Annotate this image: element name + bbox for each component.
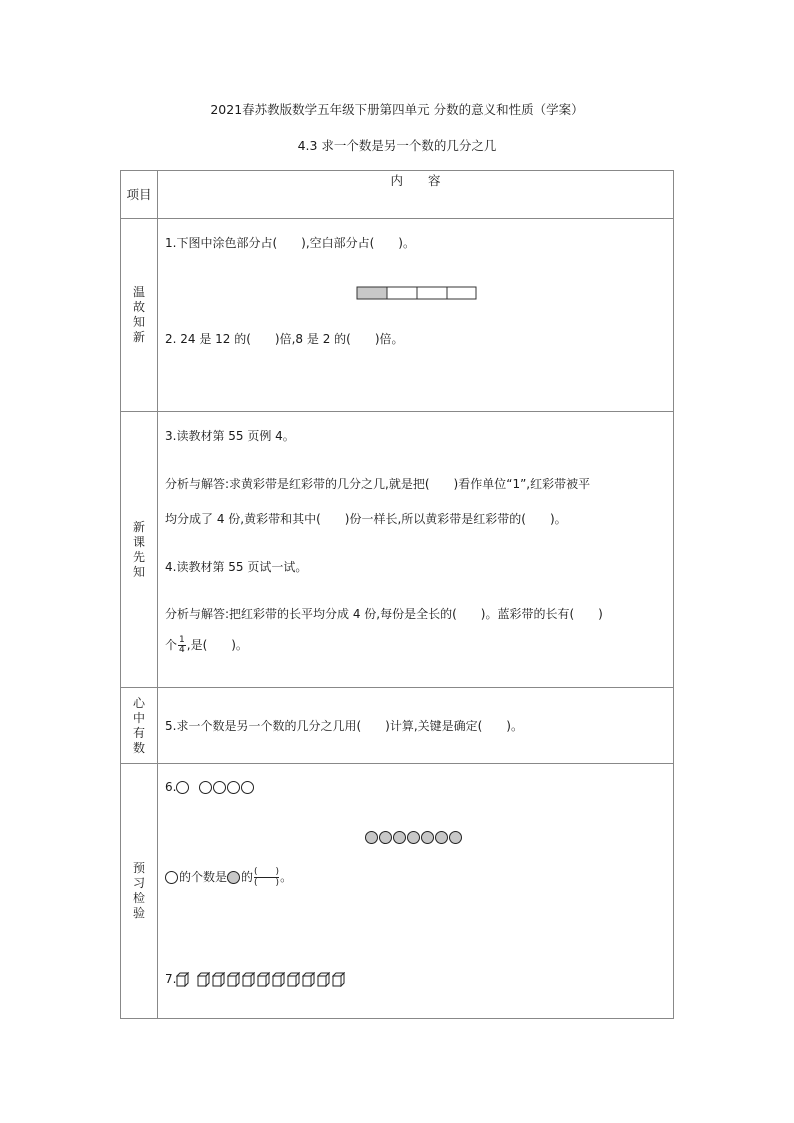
section-label-review-text: 温故知新 <box>132 285 145 344</box>
filled-circle <box>421 831 434 844</box>
cube-icon <box>257 972 270 987</box>
question-1: 1.下图中涂色部分占( ),空白部分占( )。 <box>165 236 415 250</box>
bar-segment <box>447 287 476 299</box>
bar-segment-shaded <box>357 287 387 299</box>
section-check-content <box>158 764 674 1019</box>
q6-end: 。 <box>280 870 293 884</box>
question-3-analysis-line-2: 均分成了 4 份,黄彩带和其中( )份一样长,所以黄彩带是红彩带的( )。 <box>165 512 567 526</box>
section-label-review <box>121 219 158 412</box>
section-summary-content <box>158 688 674 764</box>
fraction-numerator-blank: ( ) <box>254 867 280 877</box>
cube-icon <box>332 972 345 987</box>
table-header-row <box>121 171 674 219</box>
filled-circle <box>379 831 392 844</box>
question-6-header <box>165 780 255 794</box>
question-7-header <box>165 972 347 987</box>
fraction-one-quarter <box>178 636 186 655</box>
section-label-summary-text: 心中有数 <box>132 695 145 755</box>
section-label-check <box>121 764 158 1019</box>
question-4-analysis-line-2 <box>165 636 248 655</box>
question-6-prompt <box>165 867 292 888</box>
lesson-subtitle: 4.3 求一个数是另一个数的几分之几 <box>297 138 497 153</box>
section-review-content <box>158 219 674 412</box>
question-3-analysis-line-1: 分析与解答:求黄彩带是红彩带的几分之几,就是把( )看作单位“1”,红彩带被平 <box>165 477 591 491</box>
question-7-number: 7. <box>165 972 177 986</box>
section-label-preview-text: 新课先知 <box>132 519 145 579</box>
question-2: 2. 24 是 12 的( )倍,8 是 2 的( )倍。 <box>165 332 404 346</box>
filled-circle <box>407 831 420 844</box>
blank-fraction <box>254 867 279 888</box>
cube-group-row <box>197 972 347 986</box>
open-circle <box>199 781 212 794</box>
open-circle <box>213 781 226 794</box>
filled-circle <box>227 871 240 884</box>
q6-text-a: 的个数是 <box>179 870 228 884</box>
worksheet-table <box>120 170 674 1019</box>
column-header-content: 内 容 <box>158 171 674 219</box>
document-title: 2021春苏教版数学五年级下册第四单元 分数的意义和性质（学案） <box>210 102 584 117</box>
filled-circle <box>365 831 378 844</box>
section-preview-content <box>158 412 674 688</box>
fraction-bar-figure <box>356 286 478 301</box>
question-5: 5.求一个数是另一个数的几分之几用( )计算,关键是确定( )。 <box>165 719 523 733</box>
open-circle <box>176 781 189 794</box>
section-label-preview <box>121 412 158 688</box>
section-label-summary <box>121 688 158 764</box>
open-circle <box>241 781 254 794</box>
section-review-row <box>121 219 674 412</box>
column-header-item: 项目 <box>121 171 158 219</box>
cube-icon <box>242 972 255 987</box>
section-label-check-text: 预习检验 <box>132 861 145 920</box>
question-4: 4.读教材第 55 页试一试。 <box>165 560 308 574</box>
question-3: 3.读教材第 55 页例 4。 <box>165 429 295 443</box>
cube-icon <box>317 972 330 987</box>
bar-segment <box>387 287 417 299</box>
cube-icon <box>212 972 225 987</box>
q6-text-b: 的 <box>241 870 254 884</box>
q4-suffix: ,是( )。 <box>186 638 248 652</box>
filled-circle <box>449 831 462 844</box>
open-circle <box>165 871 178 884</box>
filled-circle-row <box>365 830 463 844</box>
cube-icon <box>227 972 240 987</box>
question-6-number: 6. <box>165 780 177 794</box>
bar-segment <box>417 287 447 299</box>
filled-circle <box>393 831 406 844</box>
fraction-denominator: 4 <box>179 645 185 655</box>
cube-icon <box>272 972 285 987</box>
fraction-denominator-blank: ( ) <box>254 878 280 888</box>
open-circle <box>227 781 240 794</box>
cube-icon <box>197 972 210 987</box>
cube-icon <box>287 972 300 987</box>
section-preview-row <box>121 412 674 688</box>
q4-prefix: 个 <box>165 638 178 652</box>
cube-group-single <box>176 972 191 986</box>
section-summary-row <box>121 688 674 764</box>
cube-icon <box>176 972 189 987</box>
section-check-row <box>121 764 674 1019</box>
fraction-numerator: 1 <box>179 635 185 645</box>
cube-icon <box>302 972 315 987</box>
question-4-analysis-line-1: 分析与解答:把红彩带的长平均分成 4 份,每份是全长的( )。蓝彩带的长有( ) <box>165 607 603 621</box>
filled-circle <box>435 831 448 844</box>
